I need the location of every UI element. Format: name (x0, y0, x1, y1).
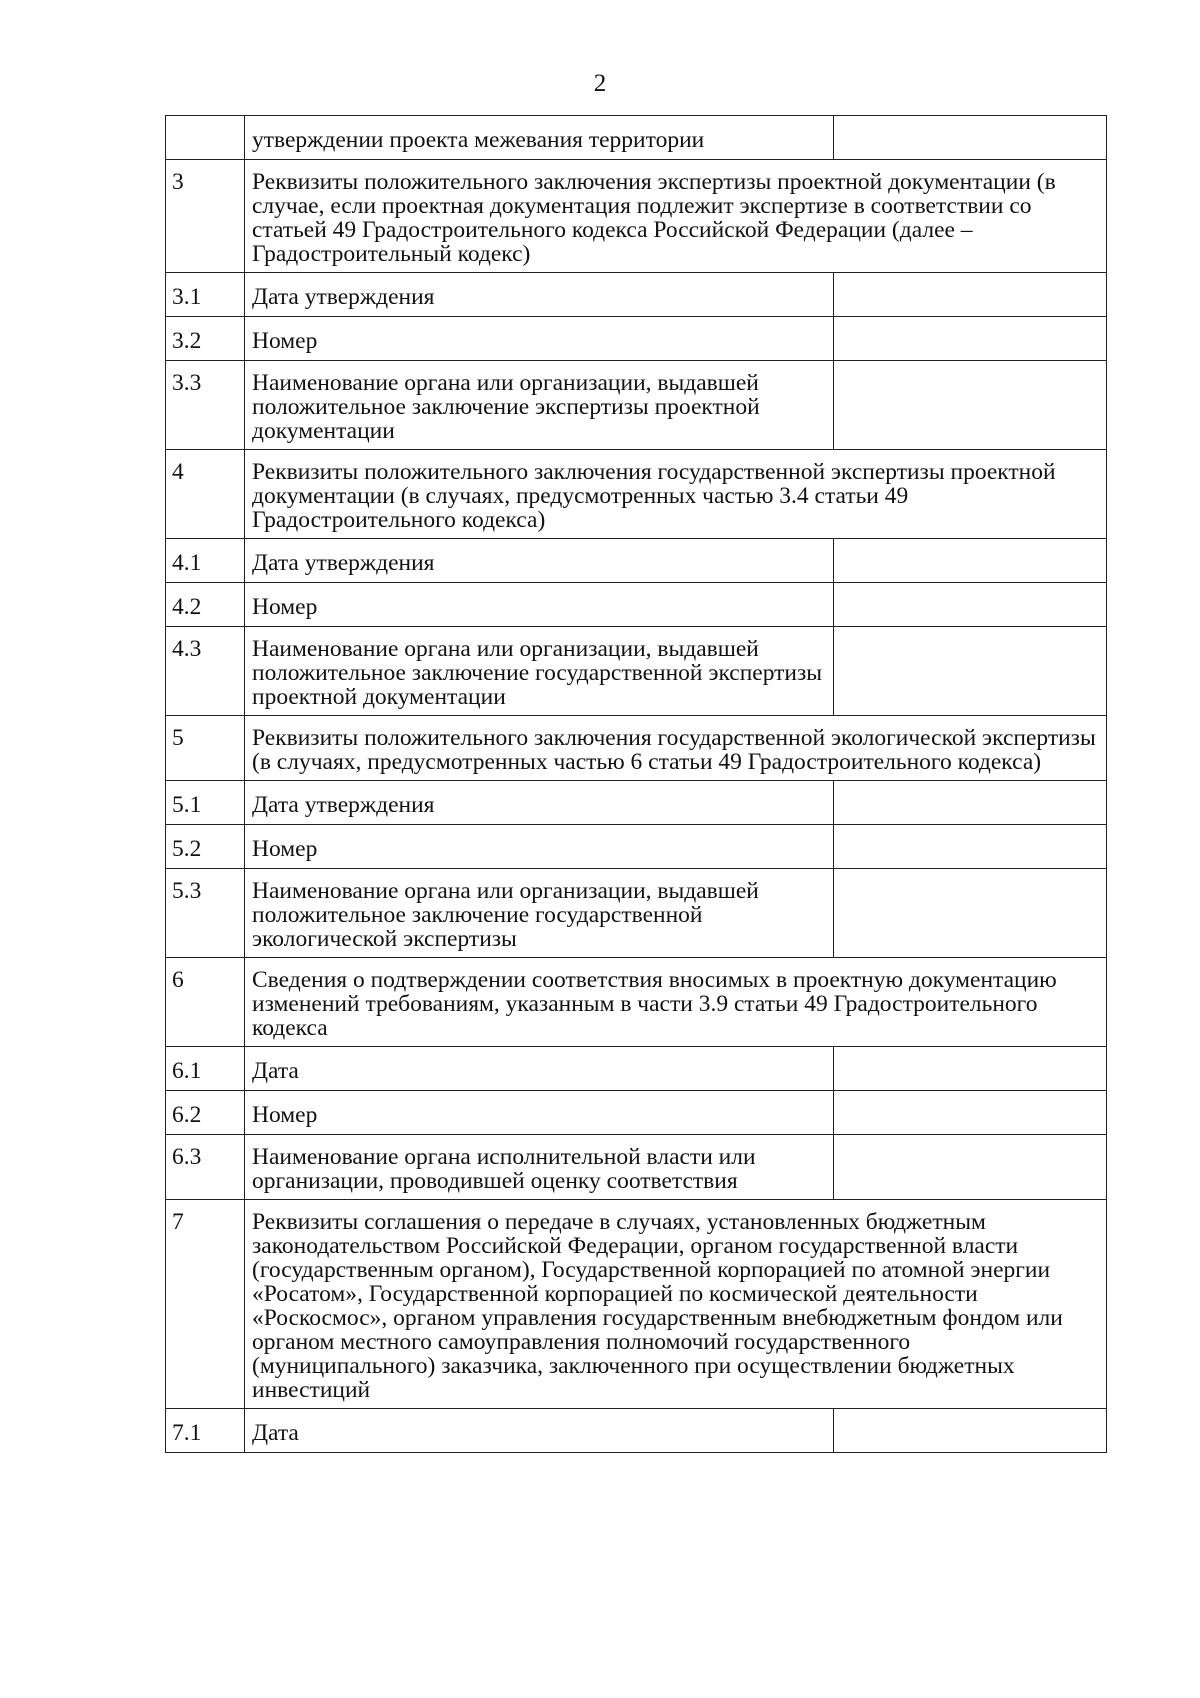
table-row (166, 627, 1107, 716)
value-cell (834, 1409, 1107, 1453)
row-number: 7.1 (166, 1409, 245, 1453)
table-row (166, 716, 1107, 781)
row-number: 3 (166, 160, 245, 273)
section-heading: Реквизиты положительного заключения государственной экологической экспертизы (в случаях, предусмотренных частью 6 статьи 49 Градостроительного кодекса) (245, 716, 1107, 781)
row-number: 6.2 (166, 1091, 245, 1135)
row-number: 4.2 (166, 583, 245, 627)
row-label: Дата (245, 1409, 834, 1453)
row-label: Дата утверждения (245, 781, 834, 825)
row-number: 3.3 (166, 361, 245, 450)
row-label: Наименование органа или организации, выдавшей положительное заключение экспертизы проектной документации (245, 361, 834, 450)
row-number (166, 116, 245, 160)
value-cell (834, 1135, 1107, 1200)
value-cell (834, 781, 1107, 825)
row-number: 6 (166, 958, 245, 1047)
page-number: 2 (593, 70, 607, 97)
table-row (166, 781, 1107, 825)
row-number: 5 (166, 716, 245, 781)
table-row (166, 1047, 1107, 1091)
row-label: утверждении проекта межевания территории (245, 116, 834, 160)
row-number: 5.2 (166, 825, 245, 869)
value-cell (834, 361, 1107, 450)
row-label: Наименование органа или организации, выдавшей положительное заключение государственной экологической экспертизы (245, 869, 834, 958)
row-number: 4 (166, 450, 245, 539)
table-row (166, 1091, 1107, 1135)
row-label: Наименование органа или организации, выдавшей положительное заключение государственной экспертизы проектной документации (245, 627, 834, 716)
table-row (166, 1409, 1107, 1453)
row-number: 6.3 (166, 1135, 245, 1200)
value-cell (834, 317, 1107, 361)
row-number: 6.1 (166, 1047, 245, 1091)
value-cell (834, 116, 1107, 160)
row-label: Номер (245, 825, 834, 869)
table-row (166, 160, 1107, 273)
table-row (166, 825, 1107, 869)
row-label: Дата (245, 1047, 834, 1091)
table-row (166, 116, 1107, 160)
table-row (166, 583, 1107, 627)
table-row (166, 539, 1107, 583)
requisites-table (165, 115, 1107, 1453)
table-row (166, 1200, 1107, 1409)
row-number: 5.1 (166, 781, 245, 825)
row-number: 3.2 (166, 317, 245, 361)
row-label: Дата утверждения (245, 539, 834, 583)
row-label: Номер (245, 1091, 834, 1135)
value-cell (834, 627, 1107, 716)
table-row (166, 958, 1107, 1047)
table-row (166, 273, 1107, 317)
row-label: Номер (245, 317, 834, 361)
row-number: 4.3 (166, 627, 245, 716)
value-cell (834, 869, 1107, 958)
table-row (166, 361, 1107, 450)
table-row (166, 317, 1107, 361)
table-row (166, 450, 1107, 539)
section-heading: Сведения о подтверждении соответствия вносимых в проектную документацию изменений требованиям, указанным в части 3.9 статьи 49 Градостроительного кодекса (245, 958, 1107, 1047)
value-cell (834, 273, 1107, 317)
row-number: 4.1 (166, 539, 245, 583)
value-cell (834, 825, 1107, 869)
value-cell (834, 583, 1107, 627)
row-number: 3.1 (166, 273, 245, 317)
section-heading: Реквизиты положительного заключения государственной экспертизы проектной документации (в случаях, предусмотренных частью 3.4 статьи 49 Градостроительного кодекса) (245, 450, 1107, 539)
row-label: Номер (245, 583, 834, 627)
table-row (166, 1135, 1107, 1200)
value-cell (834, 1047, 1107, 1091)
value-cell (834, 1091, 1107, 1135)
section-heading: Реквизиты соглашения о передаче в случаях, установленных бюджетным законодательством Российской Федерации, органом государственной власти (государственным органом), Государственной корпорацией по атомной энергии «Росатом», Государственной корпорацией по космической деятельности «Роскосмос», органом управления государственным внебюджетным фондом или органом местного самоуправления полномочий государственного (муниципального) заказчика, заключенного при осуществлении бюджетных инвестиций (245, 1200, 1107, 1409)
row-number: 5.3 (166, 869, 245, 958)
value-cell (834, 539, 1107, 583)
row-number: 7 (166, 1200, 245, 1409)
row-label: Наименование органа исполнительной власти или организации, проводившей оценку соответствия (245, 1135, 834, 1200)
row-label: Дата утверждения (245, 273, 834, 317)
table-row (166, 869, 1107, 958)
section-heading: Реквизиты положительного заключения экспертизы проектной документации (в случае, если проектная документация подлежит экспертизе в соответствии со статьей 49 Градостроительного кодекса Российской Федерации (далее – Градостроительный кодекс) (245, 160, 1107, 273)
